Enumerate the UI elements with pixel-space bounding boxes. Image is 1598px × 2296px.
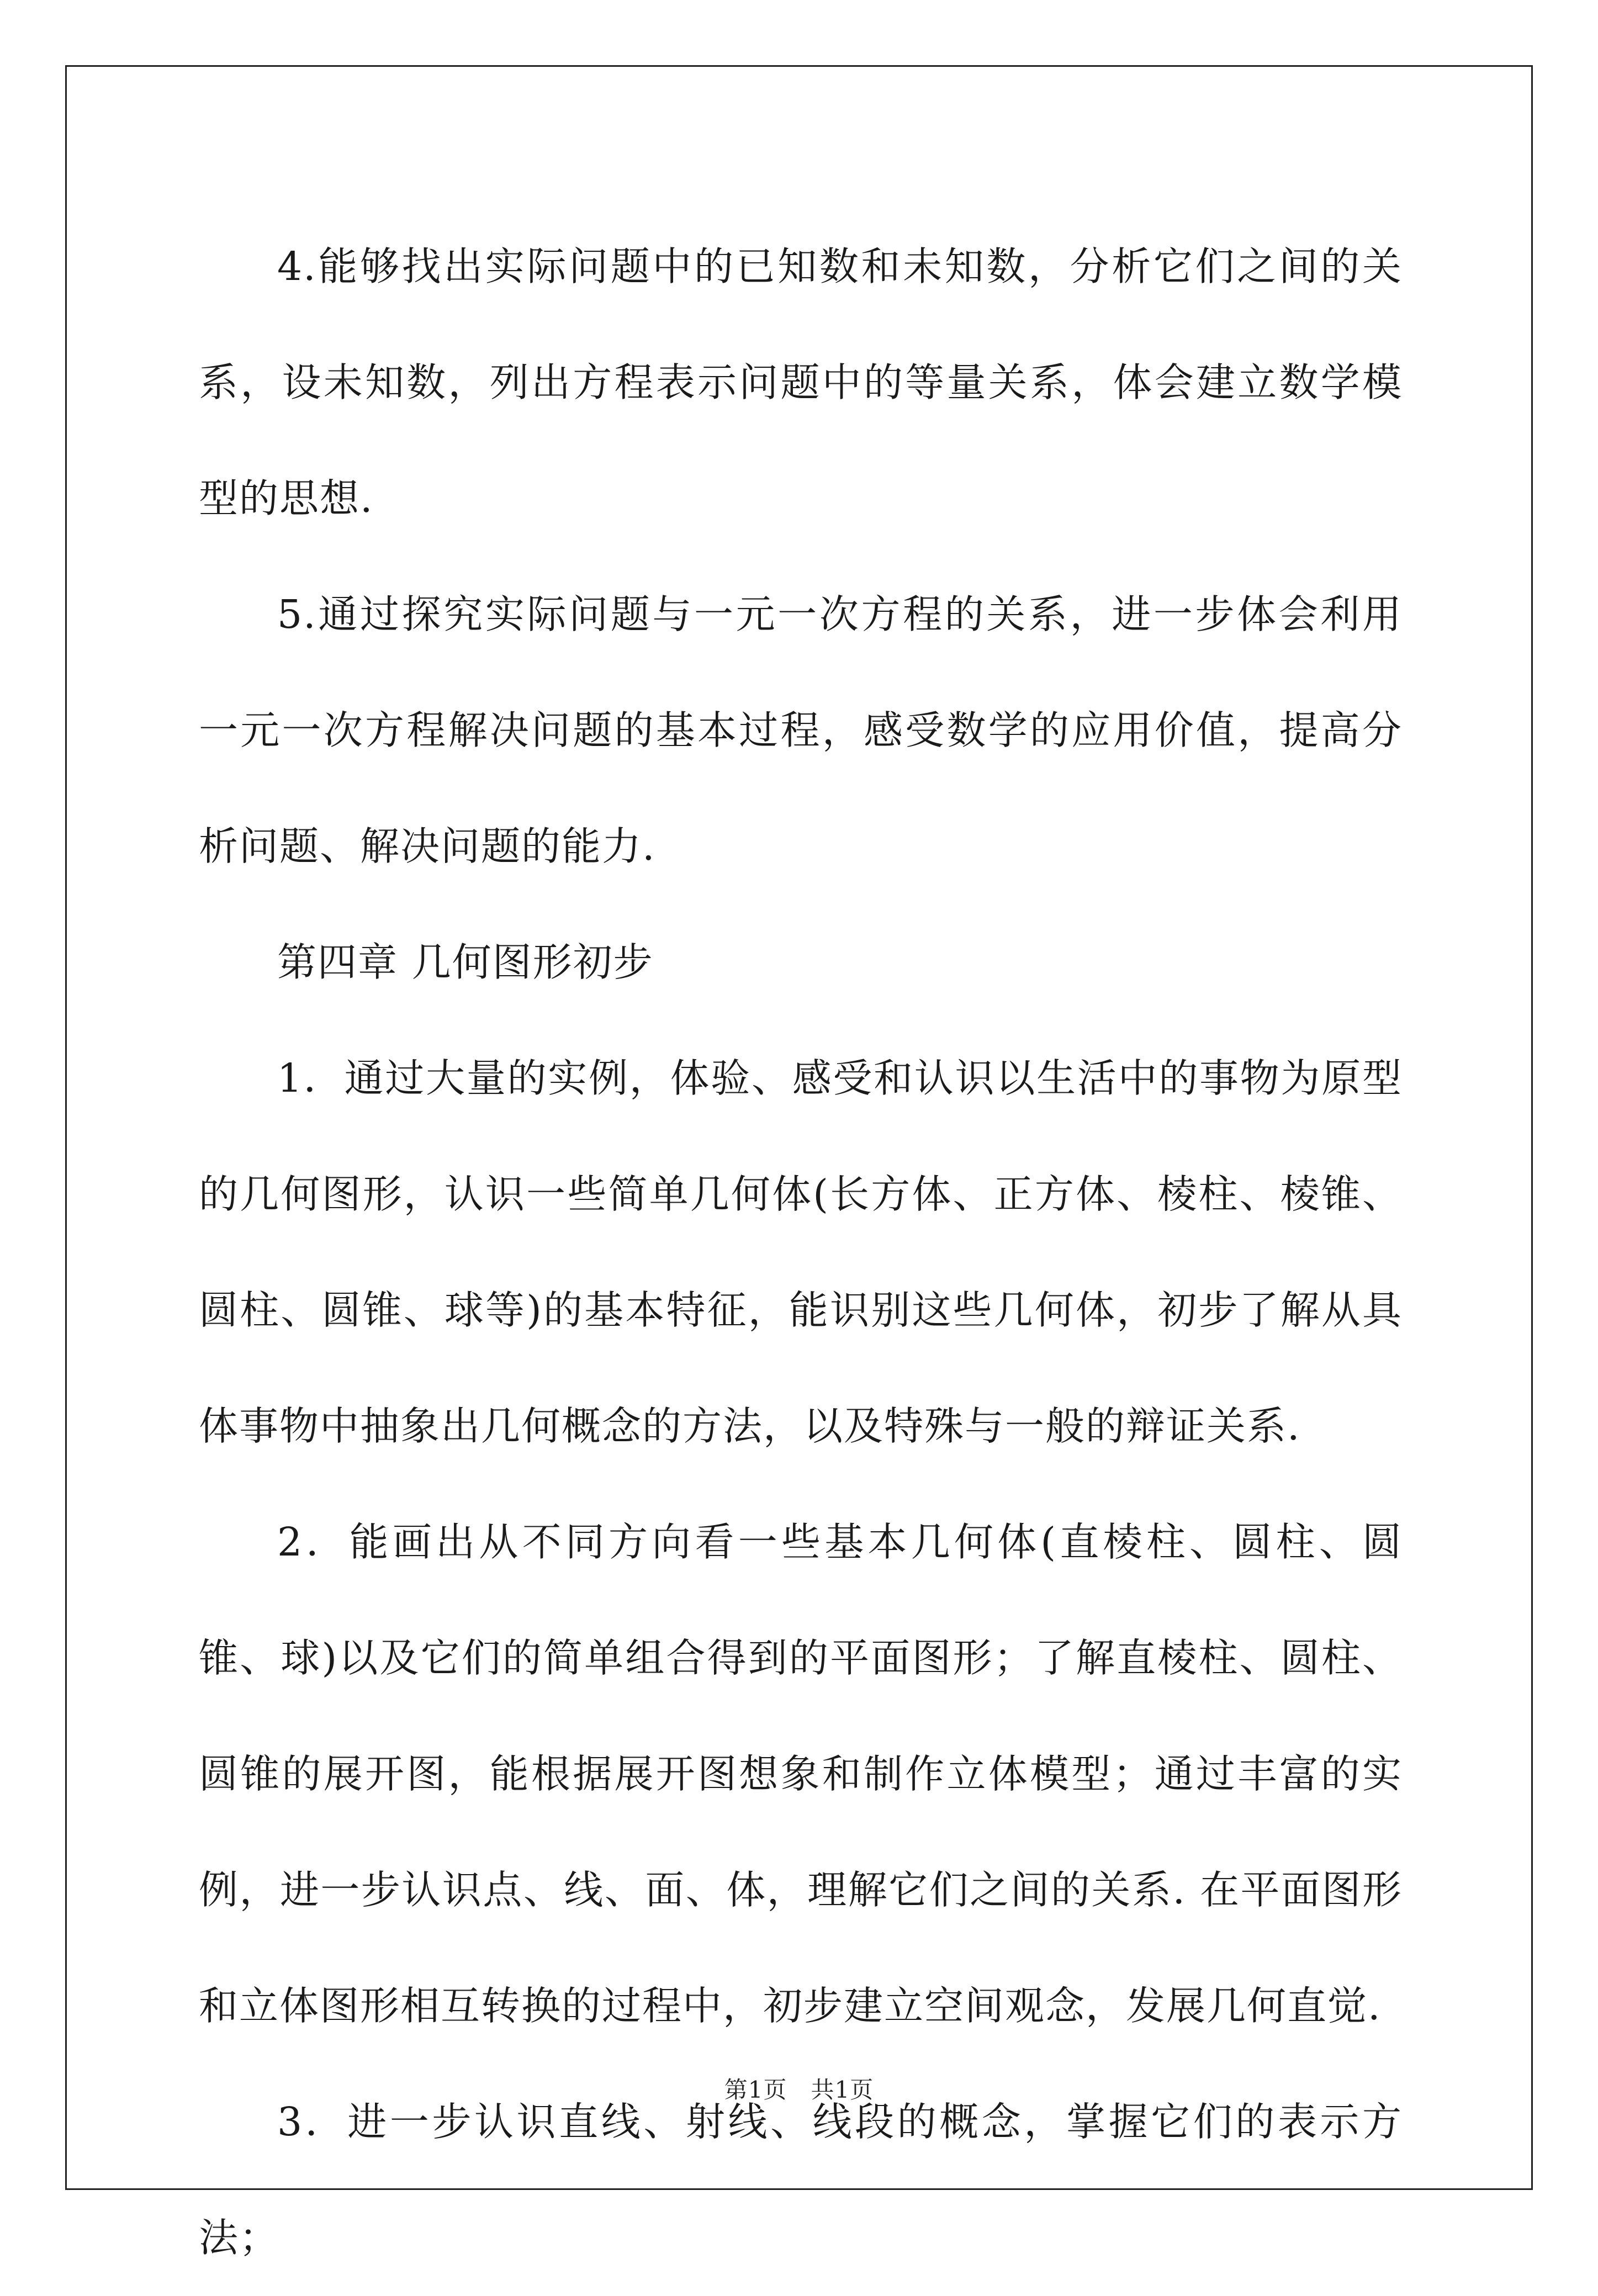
page-total: 共1页 bbox=[811, 2076, 874, 2103]
paragraph-item-4: 4.能够找出实际问题中的已知数和未知数，分析它们之间的关系，设未知数，列出方程表示问题中的等量关系，体会建立数学模型的思想. bbox=[199, 244, 1403, 521]
chapter-heading: 第四章 几何图形初步 bbox=[277, 939, 654, 985]
paragraph-item-3: 3．进一步认识直线、射线、线段的概念，掌握它们的表示方法； bbox=[199, 2099, 1403, 2261]
paragraph-item-2: 2．能画出从不同方向看一些基本几何体(直棱柱、圆柱、圆锥、球)以及它们的简单组合得到的平面图形；了解直棱柱、圆柱、圆锥的展开图，能根据展开图想象和制作立体模型；通过丰富的实例，进一步认识点、线、面、体，理解它们之间的关系. 在平面图形和立体图形相互转换的过程中，初步建立空间观念，发展几何直觉. bbox=[199, 1519, 1403, 2029]
paragraph-item-1: 1．通过大量的实例，体验、感受和认识以生活中的事物为原型的几何图形，认识一些简单几何体(长方体、正方体、棱柱、棱锥、圆柱、圆锥、球等)的基本特征，能识别这些几何体，初步了解从具体事物中抽象出几何概念的方法，以及特殊与一般的辩证关系. bbox=[199, 1055, 1403, 1449]
paragraph-item-5: 5.通过探究实际问题与一元一次方程的关系，进一步体会利用一元一次方程解决问题的基本过程，感受数学的应用价值，提高分析问题、解决问题的能力. bbox=[199, 591, 1403, 869]
page-number: 第1页 bbox=[724, 2076, 787, 2103]
document-body bbox=[199, 209, 1403, 2296]
page-footer bbox=[0, 2072, 1598, 2105]
